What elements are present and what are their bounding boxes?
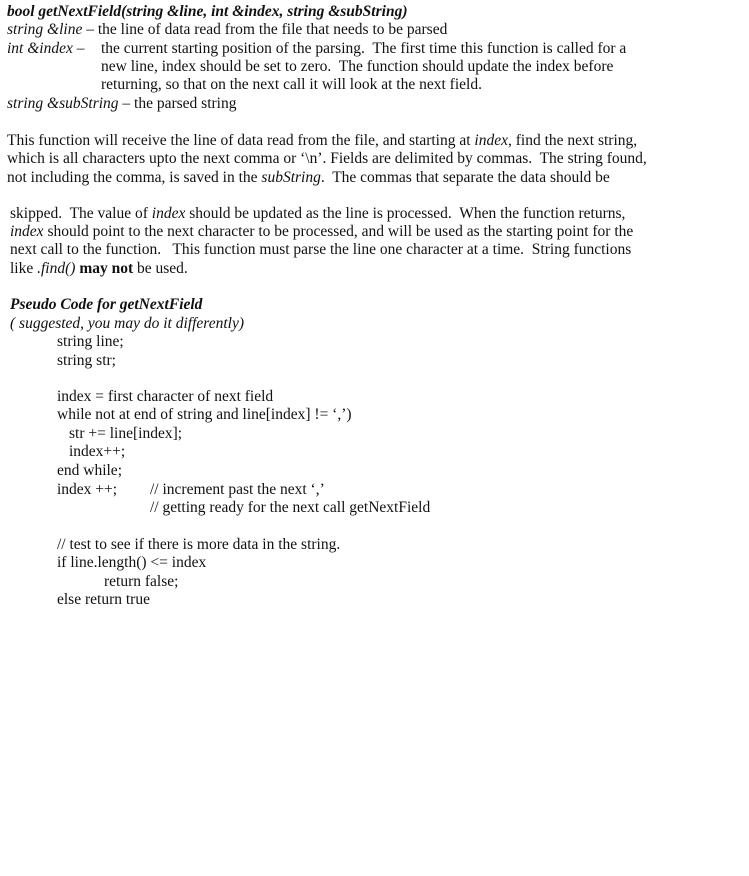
pseudocode-subheading: ( suggested, you may do it differently)	[10, 315, 245, 332]
paragraph2-line1	[10, 205, 625, 224]
paragraph1-line3	[7, 169, 610, 188]
function-signature: bool getNextField(string &line, int &index, string &subString)	[7, 3, 408, 20]
code-comment: // increment past the next ‘,’	[150, 481, 325, 498]
paragraph2-line4	[10, 260, 188, 279]
italic-run: index	[10, 223, 44, 240]
italic-run: index	[474, 132, 508, 149]
text-run: . The commas that separate the data should be	[320, 169, 610, 186]
code-comment: // getting ready for the next call getNextField	[150, 499, 431, 516]
param-line-desc	[7, 21, 447, 40]
param-index-desc-1: the current starting position of the parsing. The first time this function is called for a	[101, 40, 627, 57]
code-comment: // test to see if there is more data in the string.	[57, 536, 341, 553]
text-run: should point to the next character to be processed, and will be used as the starting point for the	[43, 223, 634, 240]
pseudocode-heading: Pseudo Code for getNextField	[10, 296, 203, 313]
param-substring-name: string &subString	[7, 95, 119, 112]
param-index-name: int &index	[7, 40, 73, 57]
param-index-dash: –	[72, 40, 89, 57]
code-line: string line;	[57, 333, 124, 350]
text-run: should be updated as the line is processed. When the function returns,	[185, 205, 626, 222]
param-index-name-row	[7, 40, 88, 59]
code-line: end while;	[57, 462, 122, 479]
italic-run: index	[151, 205, 186, 222]
code-line: if line.length() <= index	[57, 554, 207, 571]
code-line: return false;	[104, 573, 179, 590]
text-run: be used.	[133, 260, 188, 277]
code-line: else return true	[57, 591, 150, 608]
paragraph2-line2	[10, 223, 633, 242]
code-line: index = first character of next field	[57, 388, 274, 405]
paragraph1-line1	[7, 132, 637, 151]
param-line-text: – the line of data read from the file that needs to be parsed	[82, 21, 448, 38]
param-index-desc-3: returning, so that on the next call it will look at the next field.	[101, 76, 482, 93]
text-run: skipped. The value of	[10, 205, 152, 222]
paragraph2-line3: next call to the function. This function must parse the line one character at a time. String functions	[10, 241, 632, 258]
code-line: index++;	[69, 443, 126, 460]
text-run: like	[10, 260, 38, 277]
text-run: This function will receive the line of data read from the file, and starting at	[7, 132, 475, 149]
param-substring-desc	[7, 95, 237, 114]
code-line: while not at end of string and line[index] != ‘,’)	[57, 406, 352, 423]
code-line: index ++;	[57, 481, 118, 498]
text-run: not including the comma, is saved in the	[7, 169, 262, 186]
code-line: str += line[index];	[69, 425, 183, 442]
text-run: , find the next string,	[508, 132, 638, 149]
param-substring-text: – the parsed string	[118, 95, 237, 112]
paragraph1-line2: which is all characters upto the next comma or ‘\n’. Fields are delimited by commas. The string found,	[7, 150, 647, 167]
param-line-name: string &line	[7, 21, 83, 38]
italic-run: .find()	[37, 260, 76, 277]
param-index-desc-2: new line, index should be set to zero. The function should update the index before	[101, 58, 614, 75]
italic-run: subString	[261, 169, 321, 186]
code-line: string str;	[57, 352, 116, 369]
bold-run: may not	[75, 260, 134, 277]
